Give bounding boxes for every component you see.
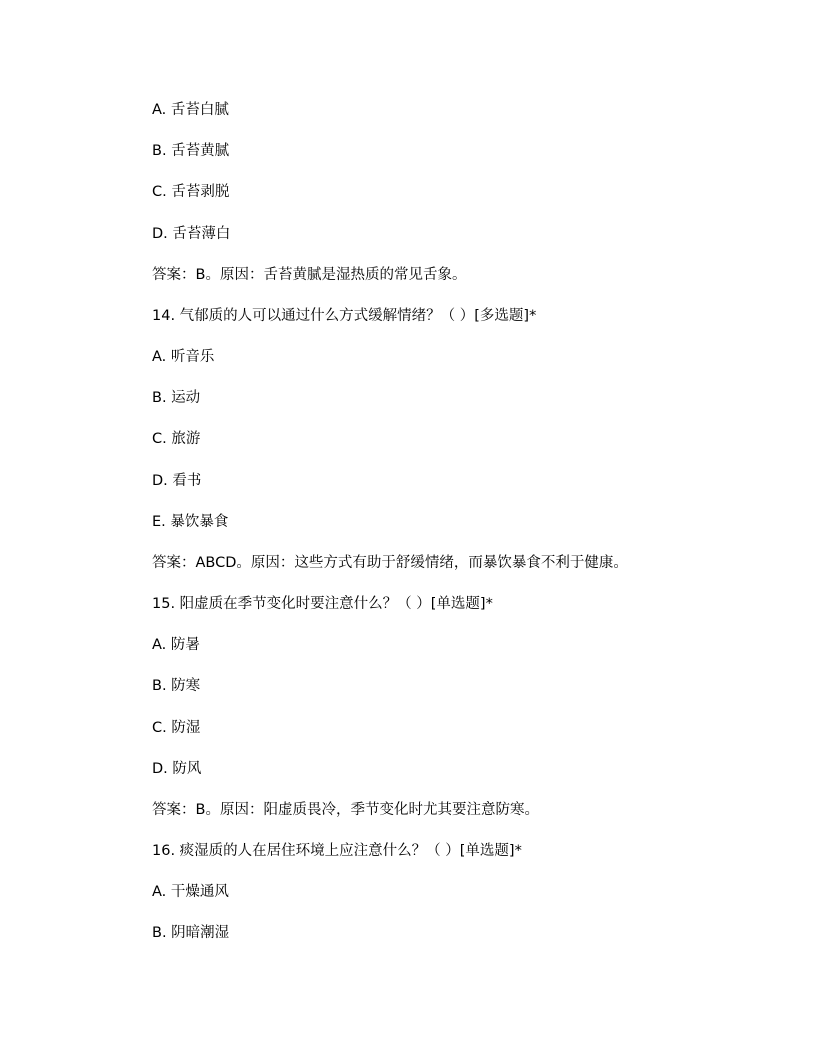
option-a-text: A. 听音乐: [152, 349, 215, 365]
option-d-text: D. 防风: [152, 761, 202, 777]
option-e-text: E. 暴饮暴食: [152, 514, 229, 530]
answer-15-text: 答案：B。原因：阳虚质畏冷，季节变化时尤其要注意防寒。: [152, 802, 539, 818]
question-16-text: 16. 痰湿质的人在居住环境上应注意什么？（ ）[单选题]*: [152, 843, 522, 859]
option-b-text: B. 运动: [152, 390, 201, 406]
option-a-text: A. 防暑: [152, 637, 200, 653]
option-c-text: C. 防湿: [152, 720, 201, 736]
question-15-text: 15. 阳虚质在季节变化时要注意什么？（ ）[单选题]*: [152, 596, 493, 612]
option-b-text: B. 舌苔黄腻: [152, 143, 230, 159]
answer-14-text: 答案：ABCD。原因：这些方式有助于舒缓情绪，而暴饮暴食不利于健康。: [152, 555, 628, 571]
answer-13-text: 答案：B。原因：舌苔黄腻是湿热质的常见舌象。: [152, 267, 467, 283]
option-d-text: D. 舌苔薄白: [152, 226, 231, 242]
option-a-text: A. 舌苔白腻: [152, 102, 229, 118]
option-c-text: C. 舌苔剥脱: [152, 184, 230, 200]
question-14-text: 14. 气郁质的人可以通过什么方式缓解情绪？（ ）[多选题]*: [152, 308, 537, 324]
option-b-text: B. 防寒: [152, 678, 201, 694]
option-c-text: C. 旅游: [152, 431, 201, 447]
option-d-text: D. 看书: [152, 473, 202, 489]
option-b-text: B. 阴暗潮湿: [152, 925, 230, 941]
option-a-text: A. 干燥通风: [152, 884, 229, 900]
